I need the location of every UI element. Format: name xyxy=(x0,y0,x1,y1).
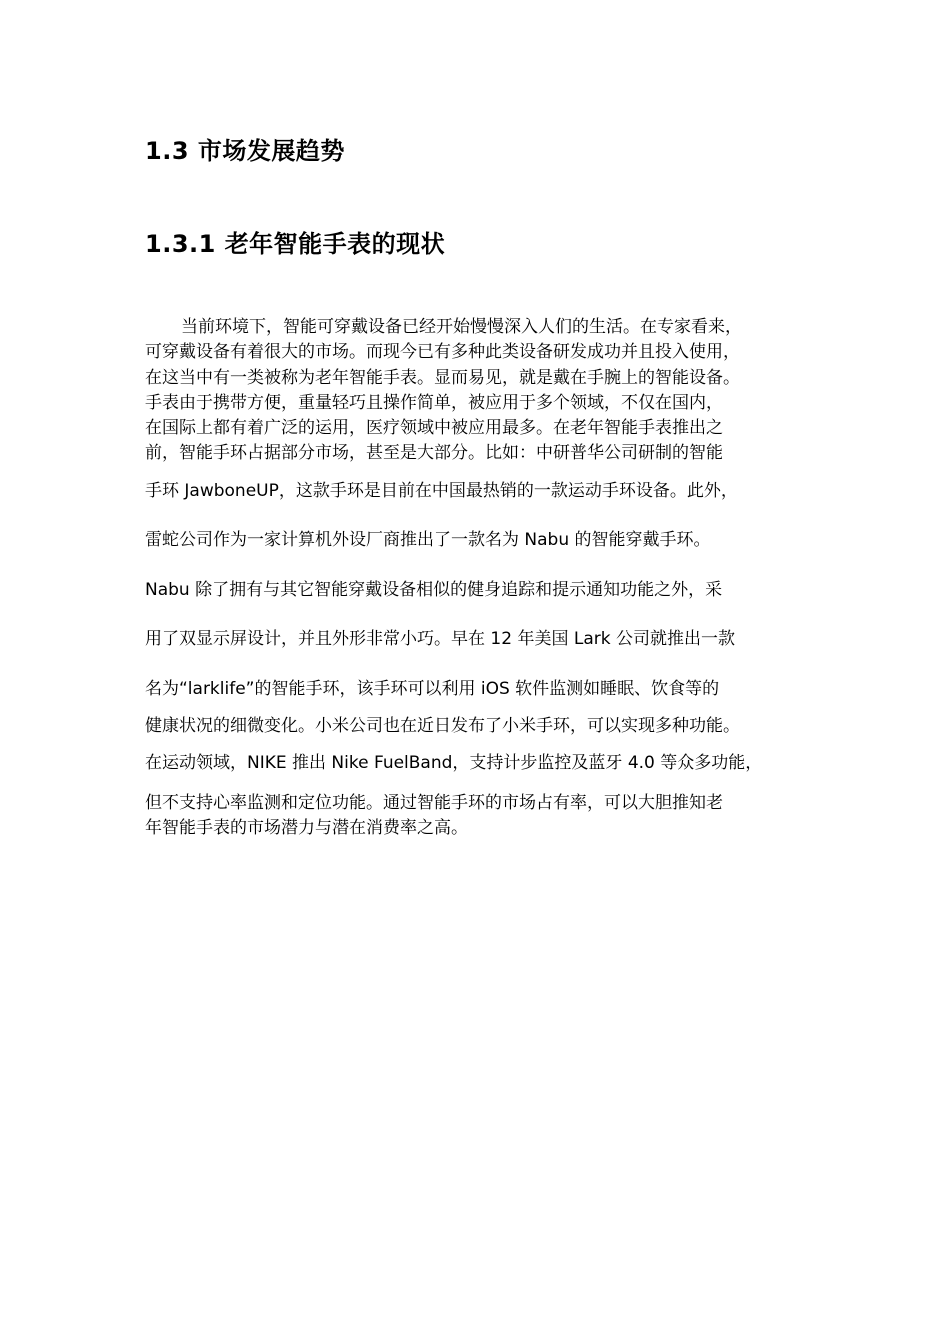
paragraph-line: 在这当中有一类被称为老年智能手表。显而易见，就是戴在手腕上的智能设备。 xyxy=(145,368,740,388)
paragraph-line: 手环 JawboneUP，这款手环是目前在中国最热销的一款运动手环设备。此外， xyxy=(145,481,738,501)
paragraph-line: 名为“larklife”的智能手环，该手环可以利用 iOS 软件监测如睡眠、饮食等的 xyxy=(145,679,720,699)
section-heading: 1.3 市场发展趋势 xyxy=(145,137,345,165)
paragraph-line: 健康状况的细微变化。小米公司也在近日发布了小米手环，可以实现多种功能。 xyxy=(145,716,740,736)
subsection-heading: 1.3.1 老年智能手表的现状 xyxy=(145,230,446,258)
paragraph-line: 当前环境下，智能可穿戴设备已经开始慢慢深入人们的生活。在专家看来， xyxy=(181,317,742,337)
paragraph-line: 年智能手表的市场潜力与潜在消费率之高。 xyxy=(145,818,468,838)
paragraph-line: Nabu 除了拥有与其它智能穿戴设备相似的健身追踪和提示通知功能之外，采 xyxy=(145,580,723,600)
paragraph-line: 雷蛇公司作为一家计算机外设厂商推出了一款名为 Nabu 的智能穿戴手环。 xyxy=(145,530,711,550)
paragraph-line: 在国际上都有着广泛的运用，医疗领域中被应用最多。在老年智能手表推出之 xyxy=(145,418,723,438)
paragraph-line: 手表由于携带方便，重量轻巧且操作简单，被应用于多个领域，不仅在国内， xyxy=(145,393,723,413)
paragraph-line: 用了双显示屏设计，并且外形非常小巧。早在 12 年美国 Lark 公司就推出一款 xyxy=(145,629,735,649)
paragraph-line: 但不支持心率监测和定位功能。通过智能手环的市场占有率，可以大胆推知老 xyxy=(145,793,723,813)
paragraph-line: 前，智能手环占据部分市场，甚至是大部分。比如：中研普华公司研制的智能 xyxy=(145,443,723,463)
paragraph-line: 在运动领域，NIKE 推出 Nike FuelBand，支持计步监控及蓝牙 4.0 等众多功能， xyxy=(145,753,763,773)
paragraph-line: 可穿戴设备有着很大的市场。而现今已有多种此类设备研发成功并且投入使用， xyxy=(145,342,740,362)
